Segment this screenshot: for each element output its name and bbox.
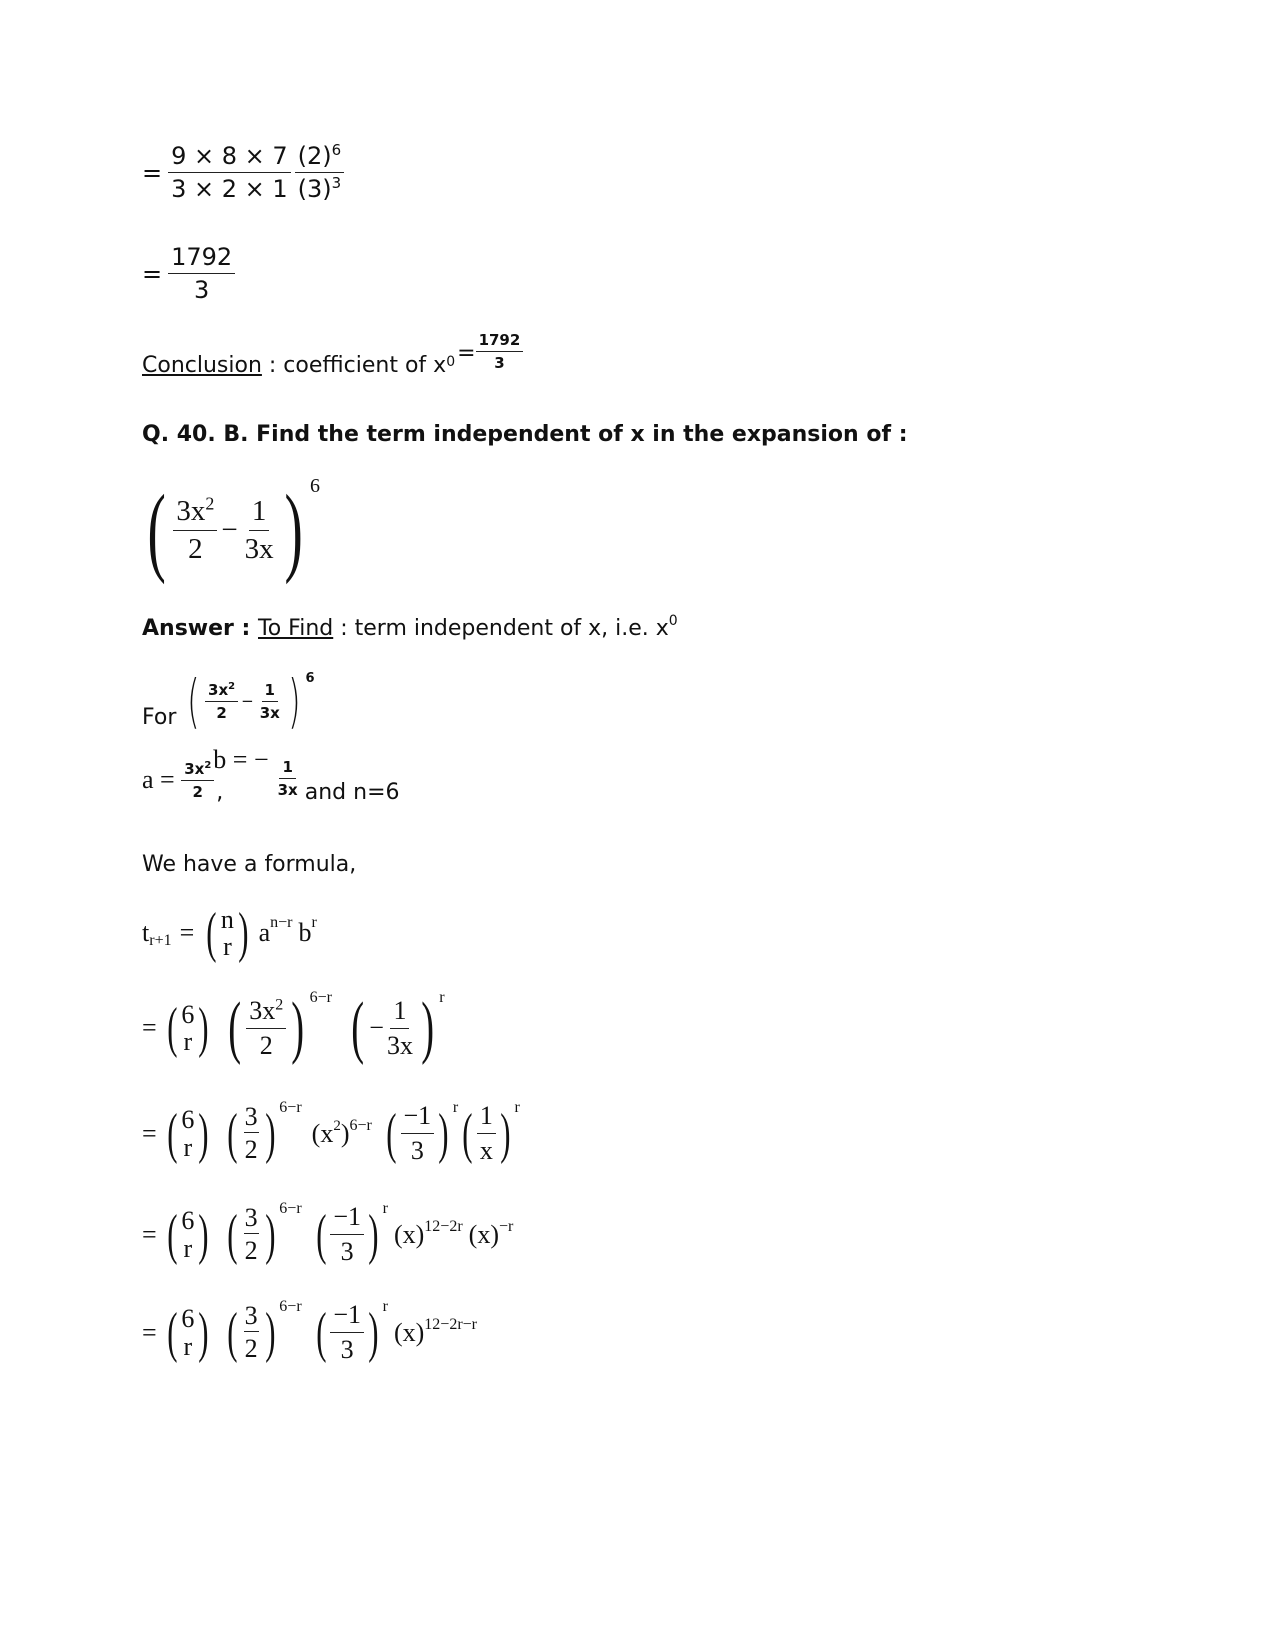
question-heading: Q. 40. B. Find the term independent of x in the expansion of : xyxy=(142,422,908,447)
fraction xyxy=(168,142,291,203)
formula-intro: We have a formula, xyxy=(142,852,357,877)
numerator: 1792 xyxy=(168,243,235,274)
denominator: (3) xyxy=(297,175,332,203)
step-result-fraction: = $\frac{1792}{3}$ xyxy=(142,243,235,304)
for-label: For xyxy=(142,705,177,730)
denominator: 3 xyxy=(194,276,210,304)
to-find-label: To Find xyxy=(258,616,334,641)
numerator: (2) xyxy=(297,142,332,170)
fraction: $\frac{3x^2}{2}$ xyxy=(173,495,217,566)
for-line: For ( $\frac{3x^2}{2}$ − $\frac{1}{3x}$ ) $^6$ xyxy=(142,667,315,735)
numerator: 9 × 8 × 7 xyxy=(168,142,291,173)
exponent: 6 xyxy=(331,141,342,159)
conclusion-line: Conclusion : coefficient of x $^0$ = $\frac{1792}{3}$ xyxy=(142,337,523,378)
numerator: 1792 xyxy=(476,331,524,352)
answer-label: Answer : xyxy=(142,616,258,641)
expansion-step-2: = ( 6 r ) ( $\frac{3}{2}$ ) $^{6-r}$ (x $^2$ ) $^{6-r}$ ( $\frac{-1}{3}$ ) $^r$ ( $\frac{1}{x}$ ) $^r$ xyxy=(142,1098,520,1165)
denominator: 3 xyxy=(494,354,505,372)
fraction: $\frac{1}{3x}$ xyxy=(244,494,274,565)
ab-definition-line: a = $\frac{3x^2}{2}$ , b = − $\frac{1}{3x}$ and n=6 xyxy=(142,745,400,805)
fraction xyxy=(295,142,345,203)
denominator: 3 × 2 × 1 xyxy=(171,175,288,203)
answer-line: Answer : To Find : term independent of x, i.e. x $^0$ xyxy=(142,612,678,641)
conclusion-label: Conclusion xyxy=(142,353,262,378)
answer-text: : term independent of x, i.e. x xyxy=(333,616,669,641)
question-expression: ( $\frac{3x^2}{2}$ − $\frac{1}{3x}$ ) $^6$ xyxy=(147,474,320,585)
expansion-step-1: = ( 6 r ) ( $\frac{3x^2}{2}$ ) $^{6-r}$ ( − $\frac{1}{3x}$ ) $^r$ xyxy=(142,989,445,1066)
expansion-step-3: = ( 6 r ) ( $\frac{3}{2}$ ) $^{6-r}$ ( $\frac{-1}{3}$ ) $^r$ (x) $^{12-2r}$ (x) $^{-r}$ xyxy=(142,1199,514,1266)
exponent: 3 xyxy=(331,174,342,192)
n-value: and n=6 xyxy=(304,780,400,805)
conclusion-text: : coefficient of x xyxy=(261,353,447,378)
binomial-formula: t $_{r+1}$ = ( n r ) a $^{n-r}$ b $^r$ xyxy=(142,902,317,964)
expansion-step-4: = ( 6 r ) ( $\frac{3}{2}$ ) $^{6-r}$ ( $\frac{-1}{3}$ ) $^r$ (x) $^{12-2r-r}$ xyxy=(142,1297,477,1364)
fraction xyxy=(168,243,235,304)
conclusion-fraction xyxy=(476,331,524,372)
step-fraction-product: = $\frac{9 \times 8 \times 7}{3 \times 2 \times 1}$ $\frac{(2)^6}{(3)^3}$ xyxy=(142,142,344,203)
